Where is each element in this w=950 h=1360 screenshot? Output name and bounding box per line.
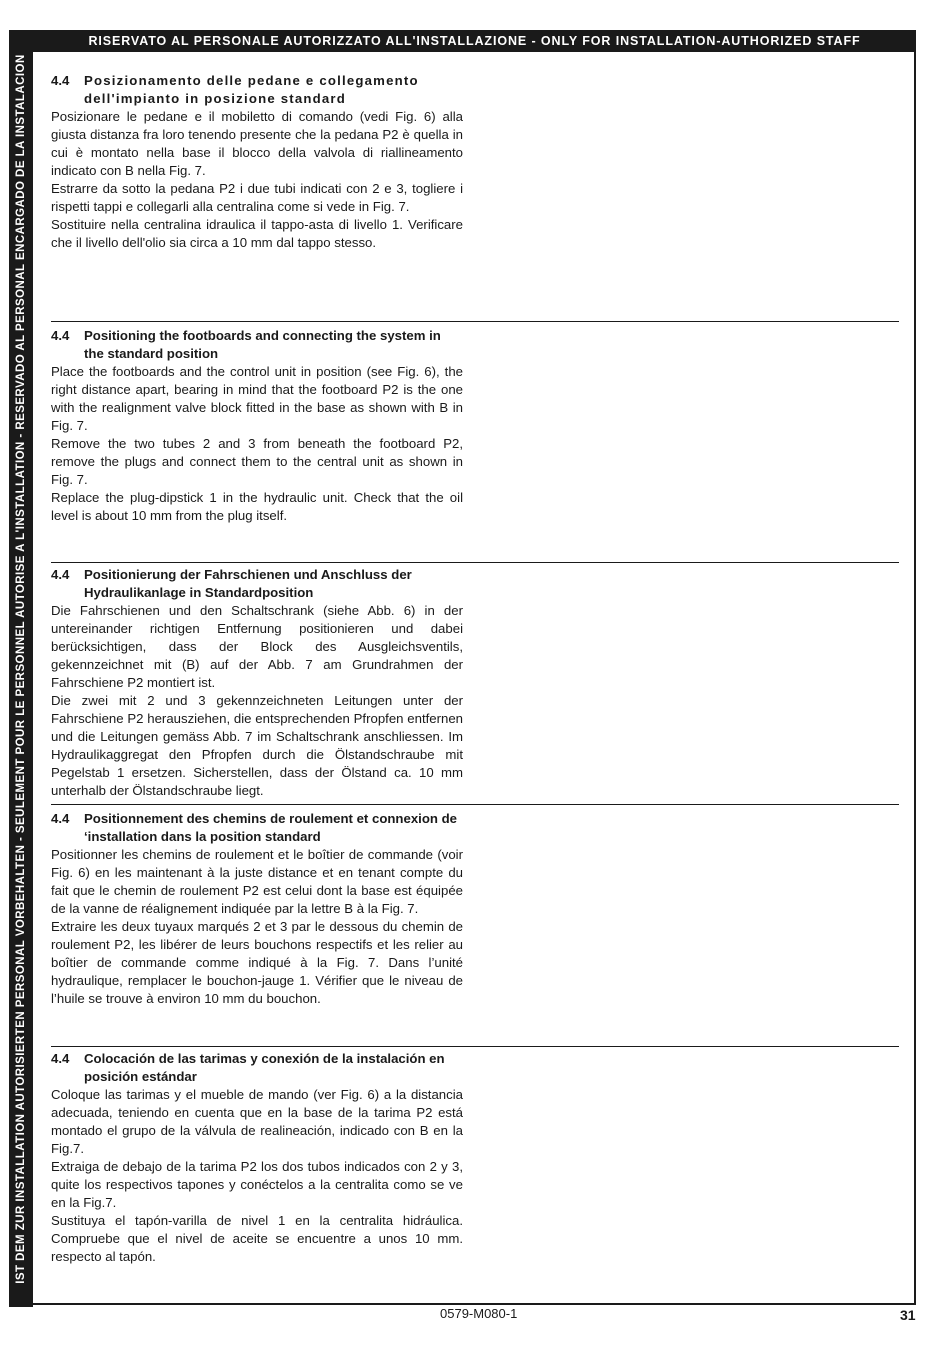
section-heading bbox=[51, 327, 463, 363]
paragraph: Remove the two tubes 2 and 3 from beneath the footboard P2, remove the plugs and connect them to the central unit as shown in Fig. 7. bbox=[51, 436, 463, 487]
section-number: 4.4 bbox=[51, 73, 70, 88]
section-title: Positioning the footboards and connecting the system in the standard position bbox=[84, 328, 441, 361]
section-number: 4.4 bbox=[51, 567, 70, 582]
paragraph: Coloque las tarimas y el mueble de mando (ver Fig. 6) a la distancia adecuada, teniendo en cuenta que en la base de la tarima P2 está montado el grupo de la válvula de realineación, indicado con B en la Fig.7. bbox=[51, 1087, 463, 1156]
section-french bbox=[51, 810, 463, 1008]
paragraph: Extraire les deux tuyaux marqués 2 et 3 par le dessous du chemin de roulement P2, les libérer de leurs bouchons respectifs et les relier au boîtier de commande comme indiqué à la Fig. 7. Dans l’unité hydraulique, remplacer le bouchon-jauge 1. Vérifier que le niveau de l’huile se trouve à environ 10 mm du bouchon. bbox=[51, 919, 463, 1006]
section-number: 4.4 bbox=[51, 1051, 70, 1066]
document-code: 0579-M080-1 bbox=[440, 1306, 518, 1321]
section-heading bbox=[51, 810, 463, 846]
section-title: Colocación de las tarimas y conexión de la instalación en posición estándar bbox=[84, 1051, 445, 1084]
paragraph: Extraiga de debajo de la tarima P2 los dos tubos indicados con 2 y 3, quite los respectivos tapones y conéctelos a la centralita como se ve en la Fig.7. bbox=[51, 1159, 463, 1210]
section-english bbox=[51, 327, 463, 525]
paragraph: Posizionare le pedane e il mobiletto di comando (vedi Fig. 6) alla giusta distanza fra loro tenendo presente che la pedana P2 è quella in cui è montato nella base il blocco della valvola di riallineamento indicato con B nella Fig. 7. bbox=[51, 109, 463, 178]
section-divider bbox=[51, 562, 899, 563]
section-title: Positionierung der Fahrschienen und Anschluss der Hydraulikanlage in Standardposition bbox=[84, 567, 412, 600]
section-divider bbox=[51, 1046, 899, 1047]
header-banner: RISERVATO AL PERSONALE AUTORIZZATO ALL'INSTALLAZIONE - ONLY FOR INSTALLATION-AUTHORIZED STAFF bbox=[33, 30, 916, 52]
paragraph: Place the footboards and the control unit in position (see Fig. 6), the right distance apart, bearing in mind that the footboard P2 is the one with the realignment valve block fitted in the base as shown with B in Fig. 7. bbox=[51, 364, 463, 433]
section-heading bbox=[51, 566, 463, 602]
section-divider bbox=[51, 804, 899, 805]
paragraph: Die Fahrschienen und den Schaltschrank (siehe Abb. 6) in der untereinander richtigen Entfernung positionieren und dabei berücksichtigen, dass der Block des Ausgleichsventils, gekennzeichnet mit (B) auf der Abb. 7 am Grundrahmen der Fahrschiene P2 montiert ist. bbox=[51, 603, 463, 690]
side-banner-text: IST DEM ZUR INSTALLATION AUTORISIERTEN PERSONAL VORBEHALTEN - SEULEMENT POUR LE PERSONNEL AUTORISE A L'INSTALLATION - RESERVADO AL PERSONAL ENCARGADO DE LA INSTALACION bbox=[15, 53, 27, 1284]
section-heading bbox=[51, 72, 463, 108]
paragraph: Positionner les chemins de roulement et le boîtier de commande (voir Fig. 6) en les maintenant à la juste distance et en tenant compte du fait que le chemin de roulement P2 est celui dont la base est équipée de la vanne de réalignement indiquée par la lettre B à la Fig. 7. bbox=[51, 847, 463, 916]
section-heading bbox=[51, 1050, 463, 1086]
side-banner bbox=[9, 30, 33, 1307]
paragraph: Sostituire nella centralina idraulica il tappo-asta di livello 1. Verificare che il livello dell'olio sia circa a 10 mm dal tappo stesso. bbox=[51, 217, 463, 250]
paragraph: Estrarre da sotto la pedana P2 i due tubi indicati con 2 e 3, togliere i rispetti tappi e collegarli alla centralina come si vede in Fig. 7. bbox=[51, 181, 463, 214]
page-number: 31 bbox=[900, 1307, 916, 1323]
paragraph: Sustituya el tapón-varilla de nivel 1 en la centralita hidráulica. Compruebe que el nivel de aceite se encuentre a unos 10 mm. respecto al tapón. bbox=[51, 1213, 463, 1264]
section-spanish bbox=[51, 1050, 463, 1266]
section-title: Positionnement des chemins de roulement et connexion de ‘installation dans la position standard bbox=[84, 811, 457, 844]
paragraph: Replace the plug-dipstick 1 in the hydraulic unit. Check that the oil level is about 10 mm from the plug itself. bbox=[51, 490, 463, 523]
section-divider bbox=[51, 321, 899, 322]
section-title: Posizionamento delle pedane e collegamento dell'impianto in posizione standard bbox=[84, 73, 419, 106]
paragraph: Die zwei mit 2 und 3 gekennzeichneten Leitungen unter der Fahrschiene P2 herausziehen, die entsprechenden Pfropfen entfernen und die Leitungen gemäss Abb. 7 im Schaltschrank anschliessen. Im Hydraulikaggregat den Pfropfen durch die Ölstandschraube mit Pegelstab 1 ersetzen. Sicherstellen, dass der Ölstand ca. 10 mm unterhalb der Ölstandschraube liegt. bbox=[51, 693, 463, 798]
section-italian bbox=[51, 72, 463, 252]
section-german bbox=[51, 566, 463, 800]
section-number: 4.4 bbox=[51, 811, 70, 826]
section-number: 4.4 bbox=[51, 328, 70, 343]
